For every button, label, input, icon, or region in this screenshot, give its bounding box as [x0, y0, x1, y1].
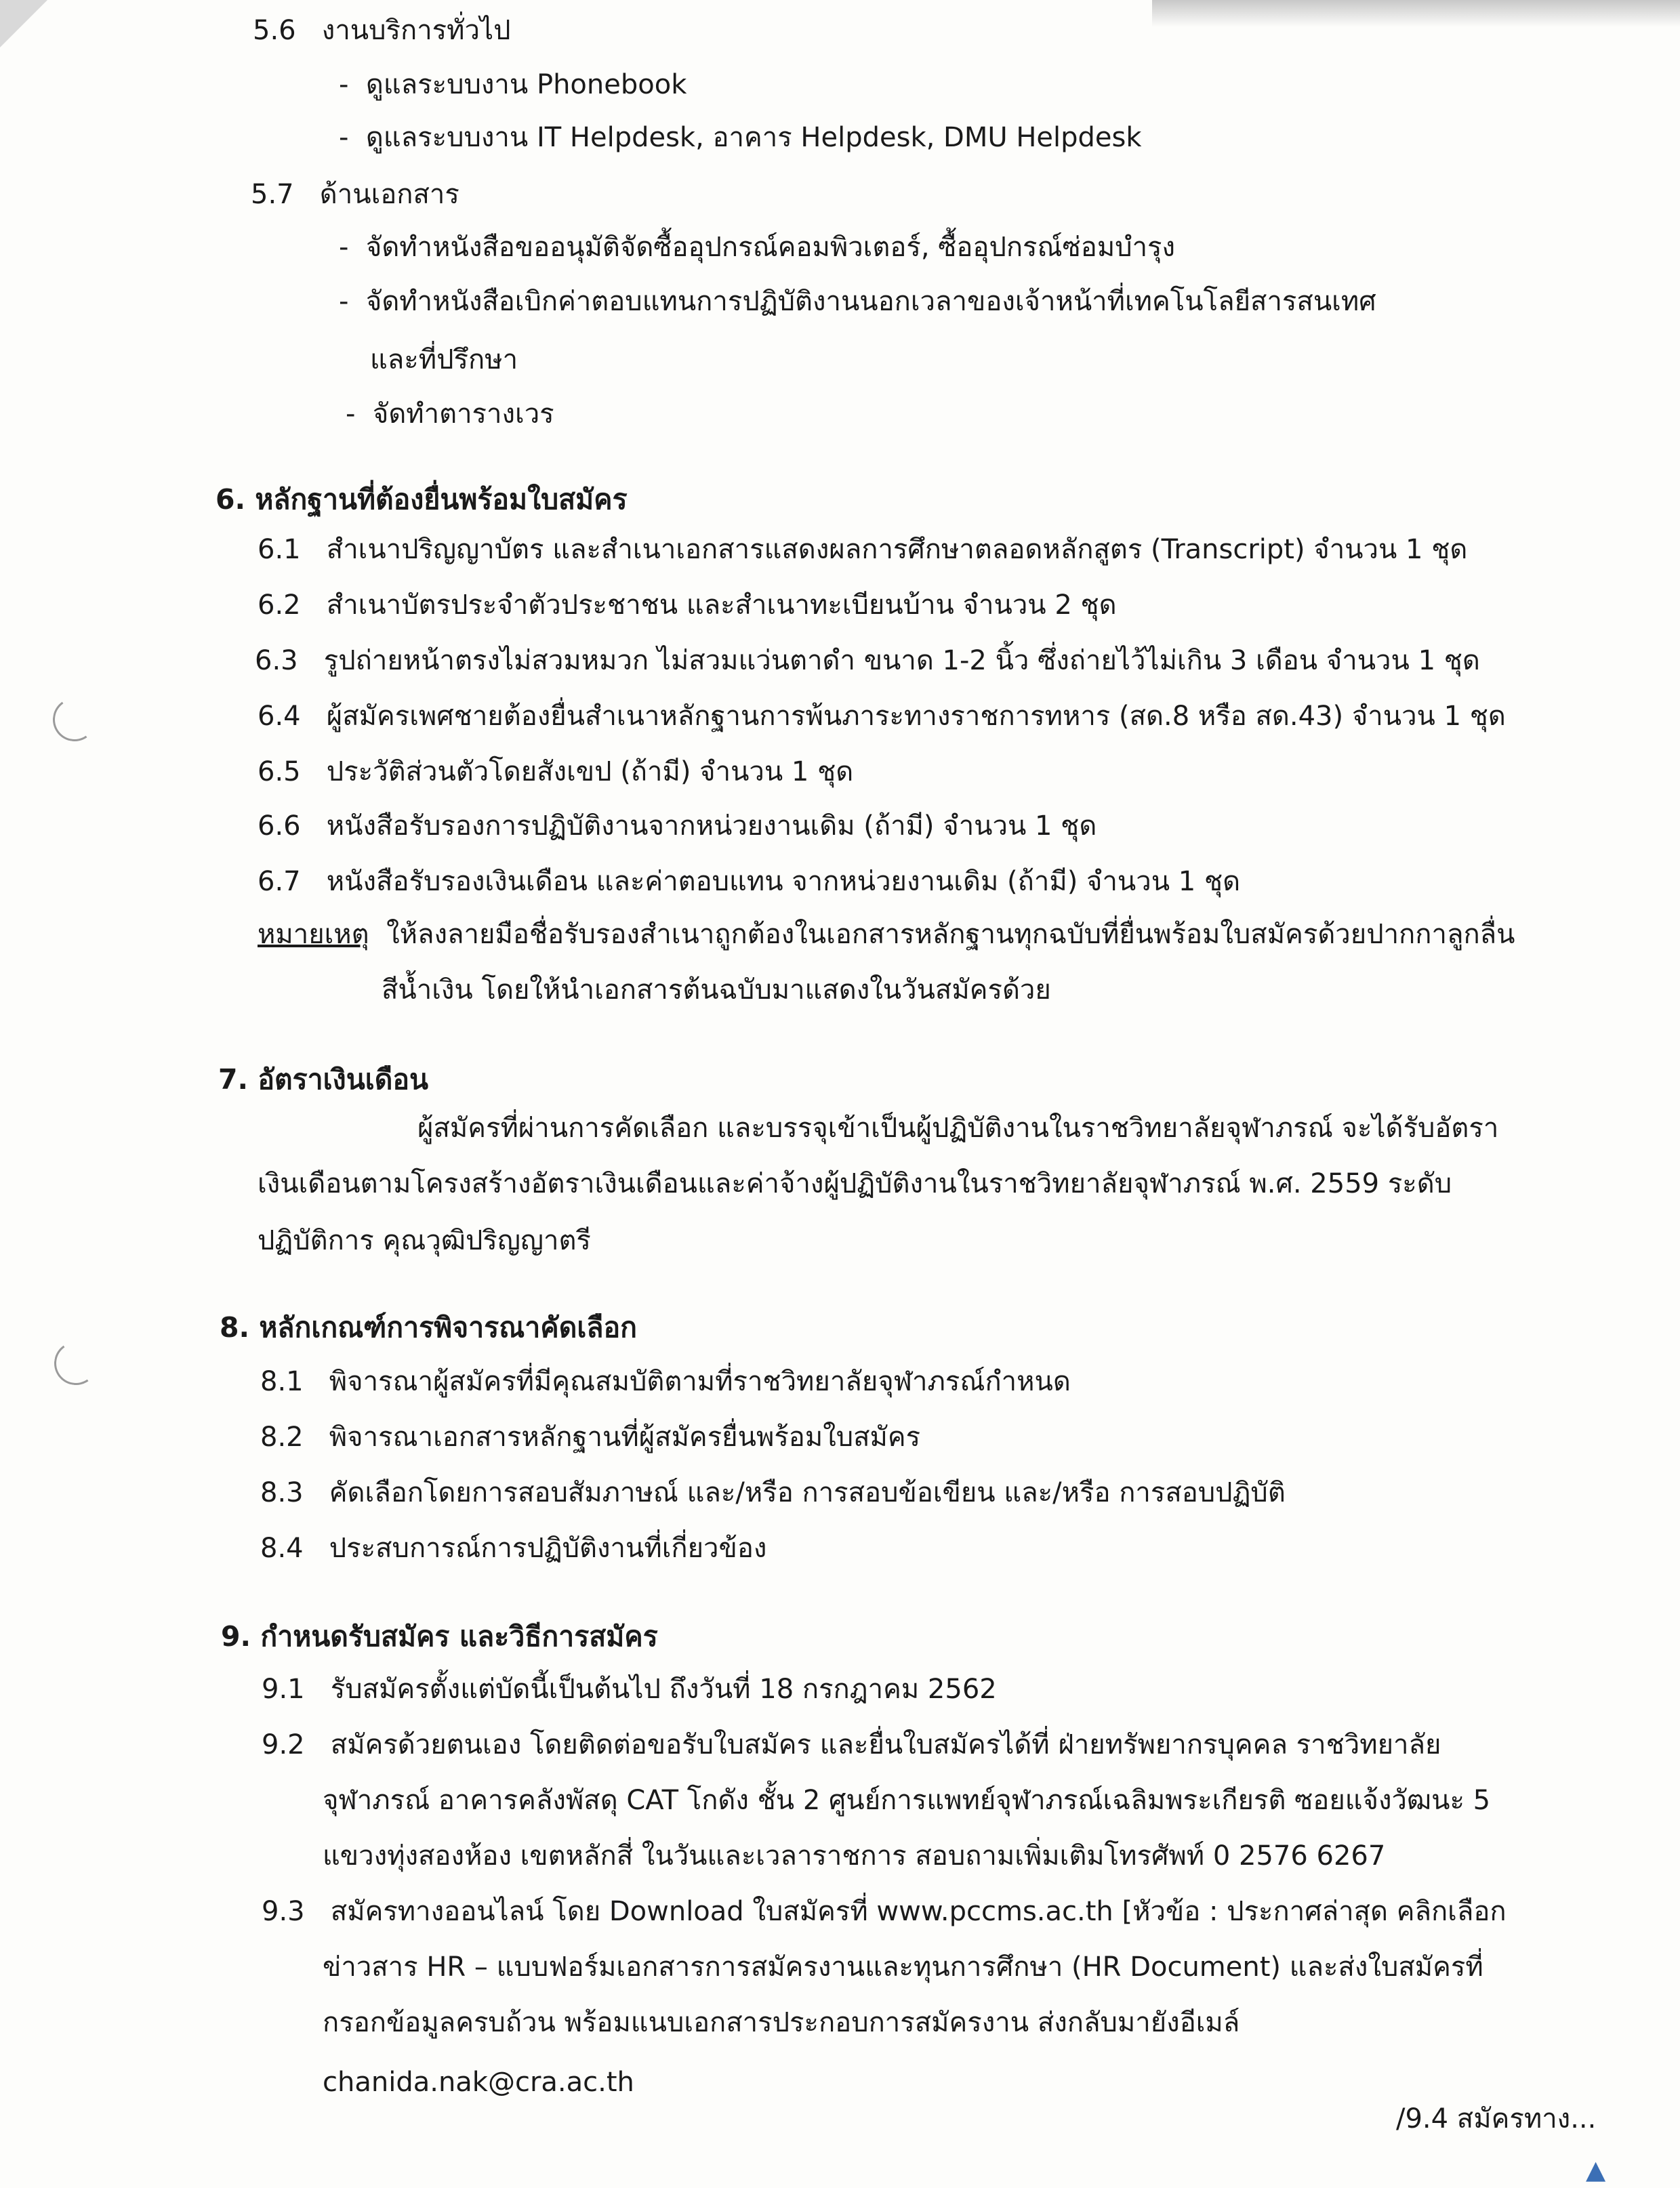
item-number: 8.2 [260, 1422, 304, 1453]
punch-hole [51, 1338, 101, 1388]
note-text: ให้ลงลายมือชื่อรับรองสำเนาถูกต้องในเอกสารหลักฐานทุกฉบับที่ยื่นพร้อมใบสมัครด้วยปากกาลูกลื่น [386, 919, 1515, 950]
paragraph-line: ผู้สมัครที่ผ่านการคัดเลือก และบรรจุเข้าเป็นผู้ปฏิบัติงานในราชวิทยาลัยจุฬาภรณ์ จะได้รับอัตรา [417, 1113, 1499, 1144]
item-text: คัดเลือกโดยการสอบสัมภาษณ์ และ/หรือ การสอบข้อเขียน และ/หรือ การสอบปฏิบัติ [329, 1477, 1286, 1508]
item-5-7 [251, 178, 459, 211]
paragraph-line: กรอกข้อมูลครบถ้วน พร้อมแนบเอกสารประกอบการสมัครงาน ส่งกลับมายังอีเมล์ [323, 2007, 1240, 2038]
list-item [260, 1476, 1286, 1510]
list-item [255, 644, 1480, 678]
item-number: 6.5 [258, 756, 301, 787]
item-number: 6.1 [258, 534, 301, 565]
email-text: chanida.nak@cra.ac.th [323, 2067, 634, 2098]
item-number: 5.7 [251, 179, 294, 210]
item-text: รูปถ่ายหน้าตรงไม่สวมหมวก ไม่สวมแว่นตาดำ ขนาด 1-2 นิ้ว ซึ่งถ่ายไว้ไม่เกิน 3 เดือน จำนวน 1 ชุด [323, 645, 1480, 676]
item-5-6 [253, 14, 511, 47]
item-text: สมัครด้วยตนเอง โดยติดต่อขอรับใบสมัคร และยื่นใบสมัครได้ที่ ฝ่ายทรัพยากรบุคคล ราชวิทยาลัย [330, 1729, 1441, 1760]
bullet-text: จัดทำหนังสือเบิกค่าตอบแทนการปฏิบัติงานนอกเวลาของเจ้าหน้าที่เทคโนโลยีสารสนเทศ [365, 286, 1376, 317]
paragraph-line: ข่าวสาร HR – แบบฟอร์มเอกสารการสมัครงานและทุนการศึกษา (HR Document) และส่งใบสมัครที่ [323, 1952, 1483, 1983]
item-text: ประสบการณ์การปฏิบัติงานที่เกี่ยวข้อง [329, 1533, 767, 1564]
item-number: 9.2 [262, 1729, 305, 1760]
item-text: สมัครทางออนไลน์ โดย Download ใบสมัครที่ www.pccms.ac.th [หัวข้อ : ประกาศล่าสุด คลิกเลือก [330, 1896, 1507, 1927]
list-item [262, 1728, 1441, 1762]
folded-corner [0, 0, 47, 47]
list-item [258, 755, 853, 789]
paragraph-line: เงินเดือนตามโครงสร้างอัตราเงินเดือนและค่าจ้างผู้ปฏิบัติงานในราชวิทยาลัยจุฬาภรณ์ พ.ศ. 2559 ระดับ [258, 1168, 1452, 1199]
item-number: 5.6 [253, 15, 296, 46]
list-item [262, 1672, 997, 1706]
paragraph-line: จุฬาภรณ์ อาคารคลังพัสดุ CAT โกดัง ชั้น 2 ศูนย์การแพทย์จุฬาภรณ์เฉลิมพระเกียรติ ซอยแจ้งวัฒนะ 5 [323, 1785, 1491, 1816]
list-item [260, 1420, 920, 1454]
item-text: ผู้สมัครเพศชายต้องยื่นสำเนาหลักฐานการพ้นภาระทางราชการทหาร (สด.8 หรือ สด.43) จำนวน 1 ชุด [326, 701, 1506, 732]
bullet-text: จัดทำหนังสือขออนุมัติจัดซื้ออุปกรณ์คอมพิวเตอร์, ซื้ออุปกรณ์ซ่อมบำรุง [365, 232, 1176, 263]
note [258, 917, 1515, 951]
list-item [258, 588, 1117, 622]
list-item [258, 533, 1467, 566]
punch-hole [49, 695, 100, 745]
stamp-mark-icon: ▲ [1586, 2155, 1606, 2185]
paragraph-line: ปฏิบัติการ คุณวุฒิปริญญาตรี [258, 1225, 591, 1256]
item-number: 6.3 [255, 645, 298, 676]
item-number: 6.7 [258, 866, 301, 897]
bullet-item: - จัดทำหนังสือขออนุมัติจัดซื้ออุปกรณ์คอมพิวเตอร์, ซื้ออุปกรณ์ซ่อมบำรุง [339, 232, 1176, 263]
item-text: พิจารณาผู้สมัครที่มีคุณสมบัติตามที่ราชวิทยาลัยจุฬาภรณ์กำหนด [329, 1366, 1071, 1397]
item-text: รับสมัครตั้งแต่บัดนี้เป็นต้นไป ถึงวันที่ 18 กรกฎาคม 2562 [330, 1674, 997, 1705]
section-heading-7: 7. อัตราเงินเดือน [218, 1063, 429, 1096]
item-number: 9.3 [262, 1896, 305, 1927]
item-text: สำเนาปริญญาบัตร และสำเนาเอกสารแสดงผลการศึกษาตลอดหลักสูตร (Transcript) จำนวน 1 ชุด [326, 534, 1468, 565]
bullet-item: - ดูแลระบบงาน Phonebook [339, 69, 687, 100]
bullet-text: ดูแลระบบงาน Phonebook [365, 69, 687, 100]
item-text: ประวัติส่วนตัวโดยสังเขป (ถ้ามี) จำนวน 1 ชุด [326, 756, 854, 787]
item-text: หนังสือรับรองเงินเดือน และค่าตอบแทน จากหน่วยงานเดิม (ถ้ามี) จำนวน 1 ชุด [326, 866, 1241, 897]
item-text: งานบริการทั่วไป [321, 15, 511, 46]
section-heading-8: 8. หลักเกณฑ์การพิจารณาคัดเลือก [220, 1311, 637, 1344]
item-number: 6.2 [258, 590, 301, 621]
item-number: 8.1 [260, 1366, 304, 1397]
bullet-text: ดูแลระบบงาน IT Helpdesk, อาคาร Helpdesk, DMU Helpdesk [365, 122, 1142, 153]
item-text: ด้านเอกสาร [319, 179, 459, 210]
note-continuation: สีน้ำเงิน โดยให้นำเอกสารต้นฉบับมาแสดงในวันสมัครด้วย [382, 974, 1051, 1006]
continued-marker: /9.4 สมัครทาง... [1396, 2103, 1597, 2134]
bullet-item: - จัดทำหนังสือเบิกค่าตอบแทนการปฏิบัติงานนอกเวลาของเจ้าหน้าที่เทคโนโลยีสารสนเทศ [339, 286, 1376, 317]
scan-shadow [1152, 0, 1680, 27]
item-number: 9.1 [262, 1674, 305, 1705]
item-number: 8.4 [260, 1533, 304, 1564]
item-number: 8.3 [260, 1477, 304, 1508]
list-item [260, 1531, 766, 1565]
list-item [262, 1895, 1507, 1928]
bullet-continuation: และที่ปรึกษา [370, 344, 518, 375]
item-number: 6.4 [258, 701, 301, 732]
section-heading-9: 9. กำหนดรับสมัคร และวิธีการสมัคร [221, 1620, 658, 1653]
item-text: สำเนาบัตรประจำตัวประชาชน และสำเนาทะเบียนบ้าน จำนวน 2 ชุด [326, 590, 1117, 621]
list-item [258, 865, 1240, 899]
bullet-text: จัดทำตารางเวร [372, 398, 554, 430]
bullet-item: - ดูแลระบบงาน IT Helpdesk, อาคาร Helpdesk, DMU Helpdesk [339, 122, 1142, 153]
note-label: หมายเหตุ [258, 919, 369, 950]
list-item [258, 809, 1097, 843]
item-text: พิจารณาเอกสารหลักฐานที่ผู้สมัครยื่นพร้อมใบสมัคร [329, 1422, 921, 1453]
item-number: 6.6 [258, 810, 301, 842]
bullet-item: - จัดทำตารางเวร [346, 398, 554, 430]
list-item [258, 699, 1506, 733]
paragraph-line: แขวงทุ่งสองห้อง เขตหลักสี่ ในวันและเวลาราชการ สอบถามเพิ่มเติมโทรศัพท์ 0 2576 6267 [323, 1840, 1386, 1872]
item-text: หนังสือรับรองการปฏิบัติงานจากหน่วยงานเดิม (ถ้ามี) จำนวน 1 ชุด [326, 810, 1097, 842]
list-item [260, 1365, 1071, 1399]
section-heading-6: 6. หลักฐานที่ต้องยื่นพร้อมใบสมัคร [216, 483, 628, 516]
